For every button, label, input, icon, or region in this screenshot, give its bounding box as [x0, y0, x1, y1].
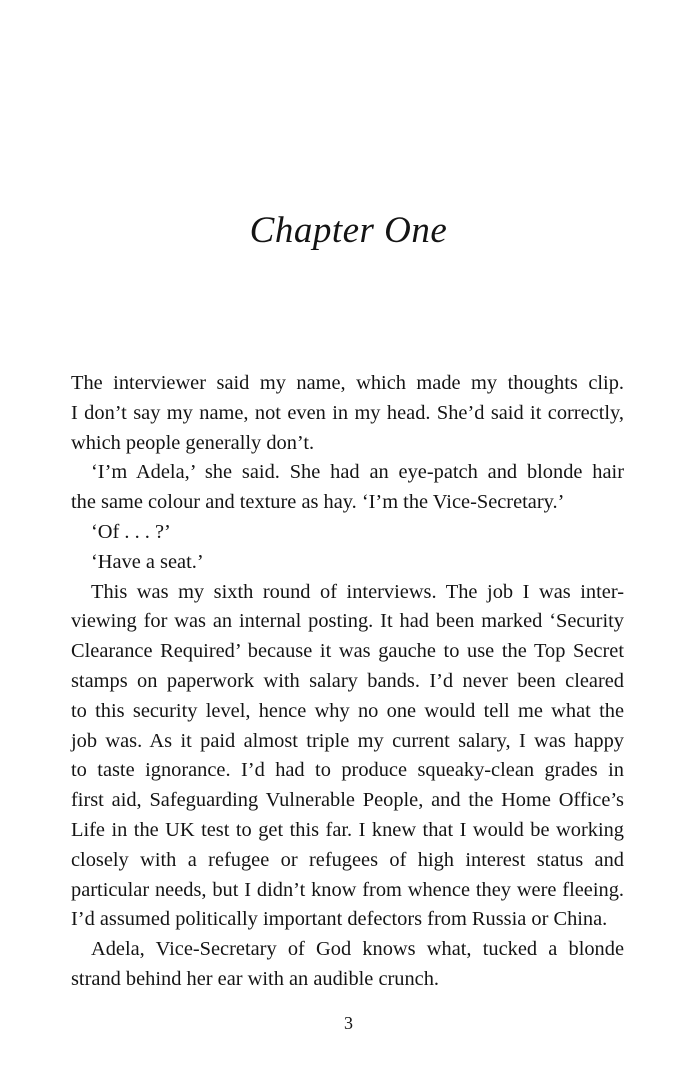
text-line: ‘Of . . . ?’ [91, 520, 171, 543]
page-number: 3 [344, 1013, 353, 1033]
text-line: the same colour and texture as hay. ‘I’m the Vice-Secretary.’ [71, 491, 565, 514]
text-line: This was my sixth round of interviews. The job I was inter- [91, 580, 624, 603]
body-text [71, 369, 624, 995]
text-line: viewing for was an internal posting. It had been marked ‘Security [71, 610, 624, 633]
text-line: to this security level, hence why no one would tell me what the [71, 699, 624, 722]
text-line: Clearance Required’ because it was gauche to use the Top Secret [71, 640, 624, 663]
chapter-title: Chapter One [249, 210, 448, 251]
text-line: I’d assumed politically important defectors from Russia or China. [71, 908, 608, 931]
text-line: closely with a refugee or refugees of high interest status and [71, 848, 624, 871]
text-line: ‘I’m Adela,’ she said. She had an eye-patch and blonde hair [91, 461, 624, 484]
text-line: ‘Have a seat.’ [91, 550, 204, 573]
text-line: first aid, Safeguarding Vulnerable People, and the Home Office’s [71, 789, 624, 812]
text-line: strand behind her ear with an audible crunch. [71, 967, 440, 990]
text-line: The interviewer said my name, which made my thoughts clip. [71, 372, 624, 394]
text-line: which people generally don’t. [71, 431, 315, 454]
text-line: I don’t say my name, not even in my head. She’d said it correctly, [71, 401, 624, 424]
text-line: to taste ignorance. I’d had to produce squeaky-clean grades in [71, 759, 624, 782]
text-line: Life in the UK test to get this far. I knew that I would be working [71, 818, 624, 841]
text-line: particular needs, but I didn’t know from whence they were fleeing. [71, 878, 624, 901]
text-line: Adela, Vice-Secretary of God knows what, tucked a blonde [91, 938, 624, 961]
text-line: stamps on paperwork with salary bands. I’d never been cleared [71, 669, 624, 692]
text-line: job was. As it paid almost triple my current salary, I was happy [71, 729, 624, 752]
